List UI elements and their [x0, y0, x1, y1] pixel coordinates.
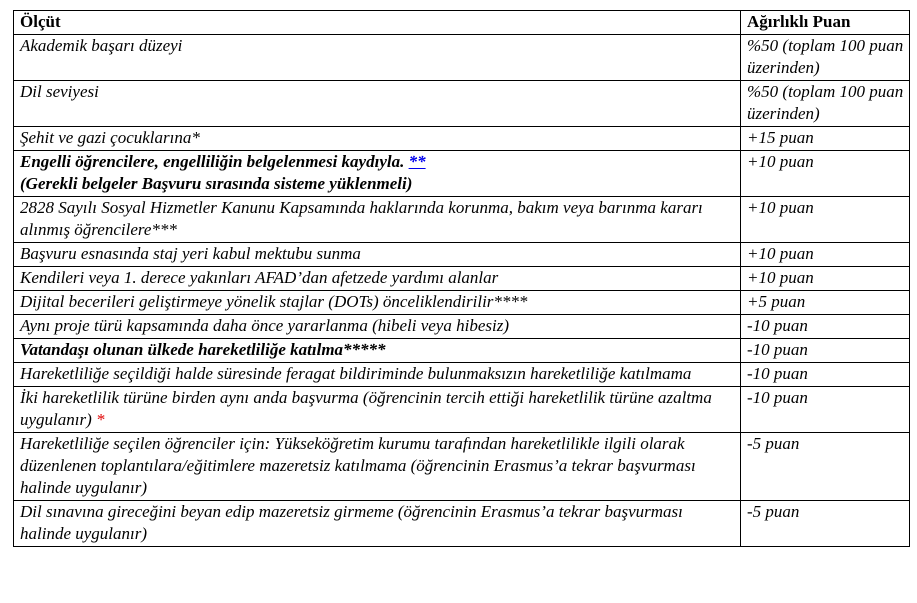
table-row: [14, 127, 910, 151]
footnote-link[interactable]: **: [408, 152, 426, 171]
table-header-row: [14, 11, 910, 35]
table-row: [14, 243, 910, 267]
table-row: [14, 35, 910, 81]
criterion-cell: Hareketliliğe seçildiği halde süresinde feragat bildiriminde bulunmaksızın hareketliliğe katılmama: [14, 363, 741, 387]
header-weighted-points: Ağırlıklı Puan: [741, 11, 910, 35]
criteria-table: [13, 10, 910, 547]
criterion-cell: Dijital becerileri geliştirmeye yönelik stajlar (DOTs) önceliklendirilir****: [14, 291, 741, 315]
table-row: [14, 81, 910, 127]
table-row: [14, 197, 910, 243]
points-cell: %50 (toplam 100 puan üzerinden): [741, 35, 910, 81]
header-criterion: Ölçüt: [14, 11, 741, 35]
criterion-cell: [14, 151, 741, 197]
points-cell: -10 puan: [741, 363, 910, 387]
criterion-cell: Kendileri veya 1. derece yakınları AFAD’dan afetzede yardımı alanlar: [14, 267, 741, 291]
document-page: [13, 10, 909, 547]
criterion-cell: Şehit ve gazi çocuklarına*: [14, 127, 741, 151]
table-row: [14, 387, 910, 433]
points-cell: +15 puan: [741, 127, 910, 151]
points-cell: +10 puan: [741, 243, 910, 267]
criterion-note: (Gerekli belgeler Başvuru sırasında sisteme yüklenmeli): [20, 174, 413, 193]
points-cell: %50 (toplam 100 puan üzerinden): [741, 81, 910, 127]
criterion-text: İki hareketlilik türüne birden aynı anda başvurma (öğrencinin tercih ettiği hareketlilik türüne azaltma uygulanır): [20, 388, 712, 429]
criterion-text: Engelli öğrencilere, engelliliğin belgelenmesi kaydıyla.: [20, 152, 405, 171]
criterion-cell: Başvuru esnasında staj yeri kabul mektubu sunma: [14, 243, 741, 267]
criterion-cell: Akademik başarı düzeyi: [14, 35, 741, 81]
table-row: [14, 151, 910, 197]
criterion-cell: Vatandaşı olunan ülkede hareketliliğe katılma*****: [14, 339, 741, 363]
criterion-cell: Hareketliliğe seçilen öğrenciler için: Yükseköğretim kurumu tarafından hareketlilikle ilgili olarak düzenlenen toplantılara/eğitimlere mazeretsiz katılmama (öğrencinin Erasmus’a tekrar başvurması halinde uygulanır): [14, 433, 741, 501]
table-row: [14, 339, 910, 363]
points-cell: +10 puan: [741, 197, 910, 243]
table-row: [14, 363, 910, 387]
points-cell: -10 puan: [741, 315, 910, 339]
points-cell: -10 puan: [741, 387, 910, 433]
table-row: [14, 267, 910, 291]
table-row: [14, 433, 910, 501]
table-row: [14, 315, 910, 339]
criterion-cell: 2828 Sayılı Sosyal Hizmetler Kanunu Kapsamında haklarında korunma, bakım veya barınma kararı alınmış öğrencilere***: [14, 197, 741, 243]
red-asterisk: *: [96, 410, 105, 429]
criterion-cell: Dil sınavına gireceğini beyan edip mazeretsiz girmeme (öğrencinin Erasmus’a tekrar başvurması halinde uygulanır): [14, 501, 741, 547]
points-cell: +10 puan: [741, 267, 910, 291]
criterion-cell: Dil seviyesi: [14, 81, 741, 127]
table-row: [14, 501, 910, 547]
points-cell: -5 puan: [741, 501, 910, 547]
criterion-cell: [14, 387, 741, 433]
points-cell: +10 puan: [741, 151, 910, 197]
table-row: [14, 291, 910, 315]
points-cell: -5 puan: [741, 433, 910, 501]
points-cell: -10 puan: [741, 339, 910, 363]
points-cell: +5 puan: [741, 291, 910, 315]
criterion-cell: Aynı proje türü kapsamında daha önce yararlanma (hibeli veya hibesiz): [14, 315, 741, 339]
